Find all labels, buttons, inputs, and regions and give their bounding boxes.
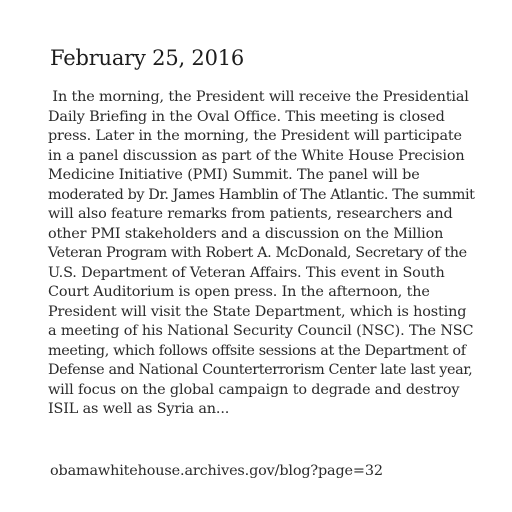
source-link[interactable]: obamawhitehouse.archives.gov/blog?page=32 — [50, 463, 383, 479]
body-line: Daily Briefing in the Oval Office. This meeting is closed — [48, 108, 445, 125]
body-line: in a panel discussion as part of the White House Precision — [48, 147, 465, 164]
body-line: ISIL as well as Syria an... — [48, 401, 230, 417]
body-line: will focus on the global campaign to degrade and destroy — [48, 381, 460, 398]
body-line: Defense and National Counterterrorism Center late last year, — [48, 362, 473, 378]
body-line: In the morning, the President will receive the Presidential — [48, 89, 469, 105]
body-line: press. Later in the morning, the President will participate — [48, 128, 462, 144]
body-line: will also feature remarks from patients, researchers and — [48, 206, 453, 222]
post-body — [48, 88, 475, 420]
body-line: Court Auditorium is open press. In the afternoon, the — [48, 284, 430, 300]
body-line: President will visit the State Department, which is hosting — [48, 303, 467, 320]
body-line: other PMI stakeholders and a discussion on the Million — [48, 225, 444, 242]
body-line: meeting, which follows offsite sessions at the Department of — [48, 342, 466, 359]
body-line: moderated by Dr. James Hamblin of The Atlantic. The summit — [48, 186, 475, 203]
body-line: U.S. Department of Veteran Affairs. This event in South — [48, 264, 445, 281]
body-line: Medicine Initiative (PMI) Summit. The panel will be — [48, 167, 420, 183]
body-line: a meeting of his National Security Council (NSC). The NSC — [48, 323, 474, 339]
body-line: Veteran Program with Robert A. McDonald, Secretary of the — [48, 245, 467, 261]
post-date: February 25, 2016 — [50, 46, 245, 70]
